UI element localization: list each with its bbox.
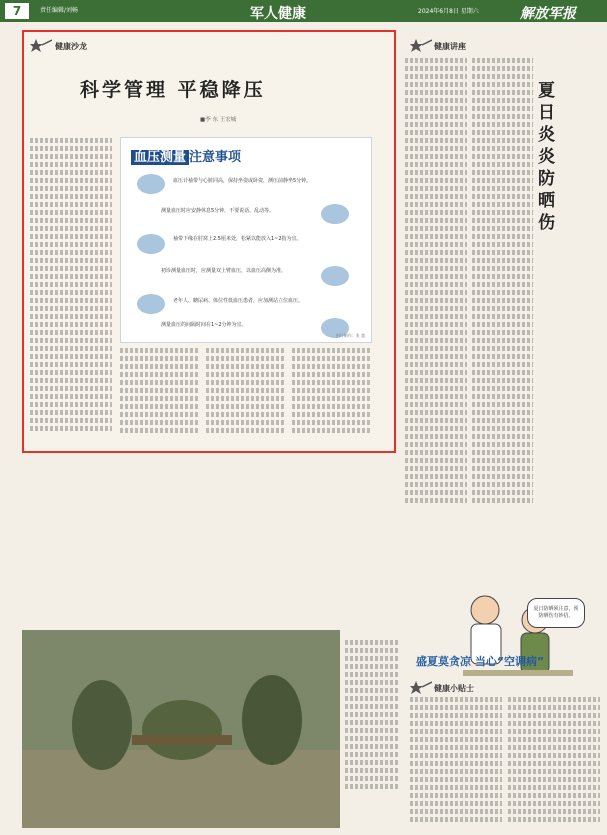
cartoon-illustration [455, 580, 585, 690]
article-byline: ■李 东 王宏城 [200, 117, 237, 123]
newspaper-logo: 解放军报 [520, 6, 576, 22]
tip-icon [321, 204, 349, 224]
article-body-lower [120, 348, 372, 448]
article-headline: 科学管理 平稳降压 [80, 79, 266, 101]
section-label-health-tips: 健康小贴士 [434, 684, 474, 693]
tip-icon [137, 174, 165, 194]
section-label-health-lecture: 健康讲座 [434, 42, 466, 51]
page-number: 7 [5, 3, 29, 19]
vertical-headline: 夏日炎炎防晒伤 [538, 81, 555, 233]
health-tips-body [410, 697, 600, 827]
section-label-health-salon: 健康沙龙 [55, 42, 87, 51]
bp-measurement-tips-graphic [120, 137, 372, 343]
tip-item: 测量血压的间隔时间在1~2分钟为宜。 [161, 322, 247, 328]
star-section-icon [410, 38, 432, 52]
tip-item: 老年人、糖尿病、体位性低血压患者，应加测站立位血压。 [173, 298, 304, 304]
editor-credit: 责任编辑/刘畅 [40, 7, 79, 14]
right-article-body [405, 58, 533, 578]
star-section-icon [30, 38, 52, 52]
tip-item: 袖带下缘在肘窝上2.5厘米处，松紧以能放入1~2指为宜。 [173, 236, 302, 242]
graphic-credit: 图片制作：张 越 [335, 333, 365, 338]
soldiers-training-photo [22, 630, 340, 828]
section-title: 军人健康 [250, 6, 306, 22]
tip-icon [137, 234, 165, 254]
sub-article-headline: 盛夏莫贪凉 当心“空调病” [416, 655, 545, 668]
tips-title: 血压测量 注意事项 [131, 146, 241, 165]
issue-date: 2024年6月8日 星期六 [418, 8, 479, 15]
article-body-column-1 [30, 138, 112, 438]
photo-caption-column [345, 640, 400, 825]
tip-item: 测量血压时应安静休息5分钟，不要说话、乱动等。 [161, 208, 275, 214]
tip-item: 血压计袖带与心脏同高，保持坐姿或卧姿，测压前静坐5分钟。 [173, 178, 312, 184]
star-section-icon [410, 680, 432, 694]
tip-item: 初诊测量血压时，应测量双上臂血压，以血压高侧为准。 [161, 268, 287, 274]
page-header [0, 0, 607, 22]
tip-icon [321, 266, 349, 286]
speech-bubble: 夏日防晒须注意，预防晒伤有妙招。 [527, 598, 585, 628]
tip-icon [137, 294, 165, 314]
